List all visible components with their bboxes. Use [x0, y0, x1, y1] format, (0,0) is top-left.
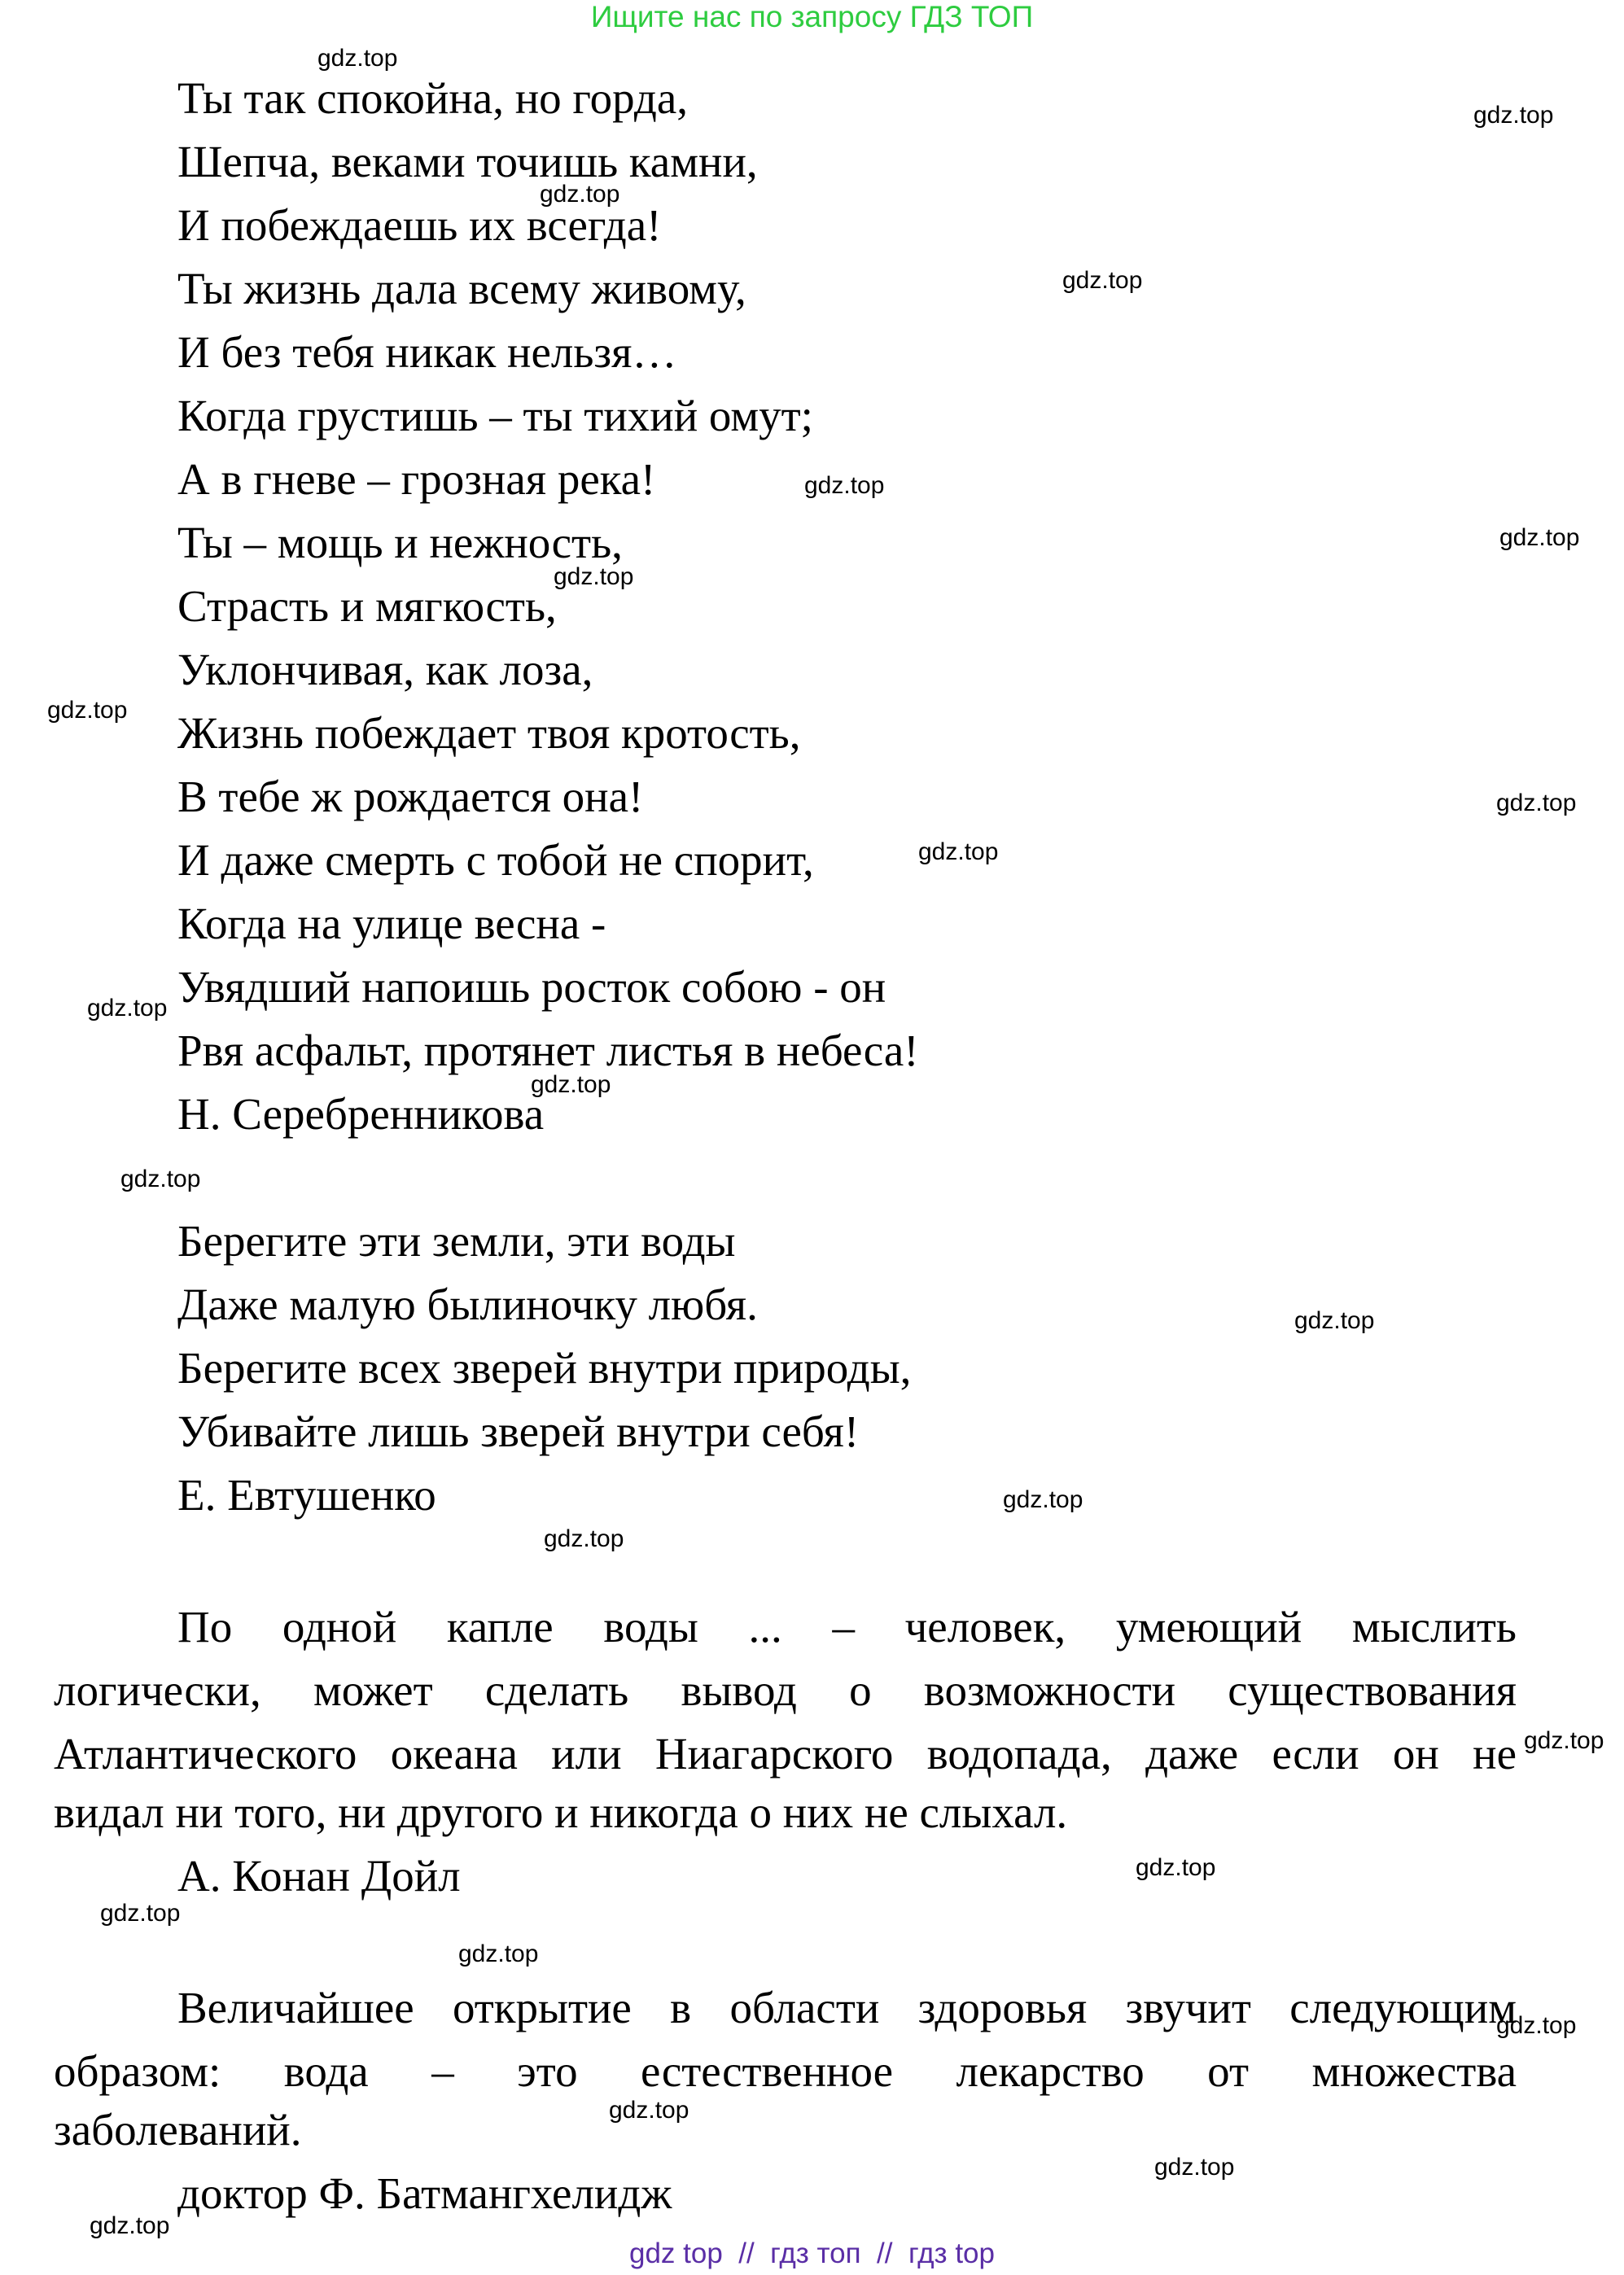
watermark: gdz.top: [1473, 102, 1554, 129]
poem-line: И побеждаешь их всегда!: [177, 200, 662, 250]
poem-line: Ты жизнь дала всему живому,: [177, 264, 746, 313]
watermark: gdz.top: [458, 1940, 539, 1967]
poem-line: Когда грустишь – ты тихий омут;: [177, 391, 813, 440]
poem-line: Берегите всех зверей внутри природы,: [177, 1343, 912, 1393]
footer-links[interactable]: gdz top // гдз топ // гдз top: [629, 2238, 995, 2269]
quote-line: видал ни того, ни другого и никогда о них не слыхал.: [54, 1787, 1068, 1837]
search-banner: Ищите нас по запросу ГДЗ ТОП: [590, 0, 1034, 33]
poem-line: Жизнь побеждает твоя кротость,: [177, 708, 801, 758]
watermark: gdz.top: [317, 45, 398, 72]
poem-line: И даже смерть с тобой не спорит,: [177, 835, 814, 885]
watermark: gdz.top: [1524, 1727, 1604, 1754]
watermark: gdz.top: [1003, 1486, 1083, 1513]
poem-line: Рвя асфальт, протянет листья в небеса!: [177, 1026, 919, 1075]
watermark: gdz.top: [1499, 524, 1580, 551]
quote-line: Атлантического океана или Ниагарского водопада, даже если он не: [54, 1729, 1517, 1778]
watermark: gdz.top: [120, 1166, 201, 1192]
quote-line: логически, может сделать вывод о возможности существования: [54, 1665, 1517, 1715]
watermark: gdz.top: [1496, 790, 1577, 816]
quote-author: доктор Ф. Батмангхелидж: [177, 2168, 672, 2218]
quote-line: образом: вода – это естественное лекарство от множества: [54, 2046, 1517, 2096]
watermark: gdz.top: [609, 2097, 689, 2124]
watermark: gdz.top: [1062, 267, 1143, 294]
quote-author: А. Конан Дойл: [177, 1851, 461, 1901]
poem-author: Е. Евтушенко: [177, 1470, 436, 1520]
watermark: gdz.top: [100, 1900, 181, 1927]
watermark: gdz.top: [544, 1525, 624, 1552]
watermark: gdz.top: [918, 838, 999, 865]
watermark: gdz.top: [804, 472, 885, 499]
quote-line: Величайшее открытие в области здоровья звучит следующим: [177, 1983, 1517, 2032]
watermark: gdz.top: [554, 563, 634, 590]
poem-line: И без тебя никак нельзя…: [177, 327, 677, 377]
poem-line: Ты так спокойна, но горда,: [177, 73, 688, 123]
watermark: gdz.top: [1496, 2012, 1577, 2039]
poem-line: А в гневе – грозная река!: [177, 454, 656, 504]
poem-line: Берегите эти земли, эти воды: [177, 1216, 736, 1266]
watermark: gdz.top: [87, 995, 168, 1022]
watermark: gdz.top: [1136, 1854, 1216, 1881]
poem-line: Уклончивая, как лоза,: [177, 645, 593, 694]
poem-line: Даже малую былиночку любя.: [177, 1280, 758, 1329]
poem-line: Когда на улице весна -: [177, 899, 606, 948]
poem-line: Страсть и мягкость,: [177, 581, 557, 631]
poem-author: Н. Серебренникова: [177, 1089, 545, 1139]
watermark: gdz.top: [1154, 2154, 1235, 2181]
quote-line: По одной капле воды ... – человек, умеющий мыслить: [177, 1602, 1517, 1652]
poem-line: В тебе ж рождается она!: [177, 772, 644, 821]
poem-line: Ты – мощь и нежность,: [177, 518, 623, 567]
watermark: gdz.top: [47, 697, 128, 724]
watermark: gdz.top: [1294, 1307, 1375, 1334]
poem-line: Шепча, веками точишь камни,: [177, 137, 758, 186]
watermark: gdz.top: [540, 181, 620, 208]
watermark: gdz.top: [531, 1071, 611, 1098]
poem-line: Увядший напоишь росток собою - он: [177, 962, 886, 1012]
quote-line: заболеваний.: [54, 2105, 302, 2155]
watermark: gdz.top: [90, 2212, 170, 2239]
poem-line: Убивайте лишь зверей внутри себя!: [177, 1407, 860, 1456]
